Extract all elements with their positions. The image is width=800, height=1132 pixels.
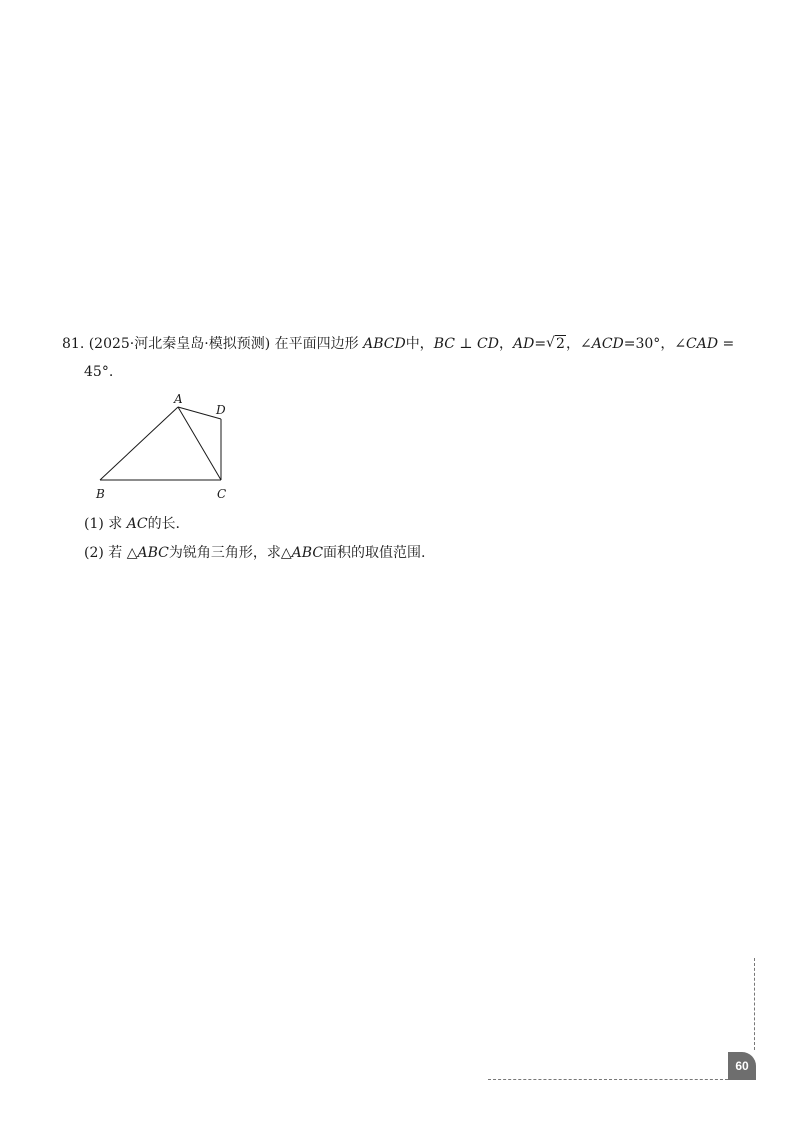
angle1-name: ACD (591, 336, 624, 352)
q2-tri2: ABC (291, 545, 324, 561)
problem-statement-line-1 (62, 334, 734, 354)
q2-prefix: (2) 若 (84, 545, 123, 561)
triangle-symbol-1: △ (126, 545, 138, 561)
q2-mid: 为锐角三角形，求 (168, 545, 281, 561)
triangle-symbol-2: △ (280, 545, 292, 561)
label-b: B (96, 487, 105, 501)
equals-3: = (722, 336, 735, 352)
angle-symbol-1: ∠ (579, 336, 592, 352)
label-a: A (174, 392, 183, 406)
equals-1: = (534, 336, 547, 352)
q2-tri1: ABC (137, 545, 169, 561)
problem-number: 81. (62, 336, 85, 352)
angle2-value: 45°. (84, 364, 114, 380)
quadrilateral-figure (90, 388, 250, 508)
page-number-badge: 60 (728, 1052, 756, 1080)
separator-1: ， (498, 336, 513, 352)
q1-suffix: 的长. (147, 516, 181, 532)
sqrt-value: 2 (556, 336, 565, 352)
segment-ac (178, 407, 221, 480)
angle-symbol-2: ∠ (674, 336, 687, 352)
angle1-value: 30° (635, 336, 661, 352)
question-1 (84, 514, 180, 534)
perp-left: BC (433, 336, 455, 352)
question-2 (84, 543, 426, 563)
q1-prefix: (1) 求 (84, 516, 123, 532)
footer-dashed-line-horizontal (488, 1079, 728, 1080)
separator-3: ， (660, 336, 675, 352)
angle2-name: CAD (686, 336, 719, 352)
footer-dashed-line-vertical (754, 958, 755, 1050)
problem-source: (2025·河北秦皇岛·模拟预测) (88, 336, 271, 352)
problem-statement-line-2 (84, 362, 113, 382)
perp-right: CD (477, 336, 499, 352)
sqrt-expression (546, 334, 566, 354)
segment-ab (100, 407, 178, 480)
equals-2: = (623, 336, 636, 352)
sqrt-symbol: √ (546, 335, 555, 351)
quad-name: ABCD (363, 336, 406, 352)
q2-suffix: 面积的取值范围. (323, 545, 426, 561)
q1-var: AC (126, 516, 148, 532)
ad-left: AD (512, 336, 535, 352)
label-c: C (217, 487, 227, 501)
separator-2: ， (565, 336, 580, 352)
problem-lead: 在平面四边形 (274, 336, 359, 352)
perp-symbol: ⊥ (459, 336, 473, 352)
problem-mid: 中， (405, 336, 434, 352)
label-d: D (216, 403, 226, 417)
